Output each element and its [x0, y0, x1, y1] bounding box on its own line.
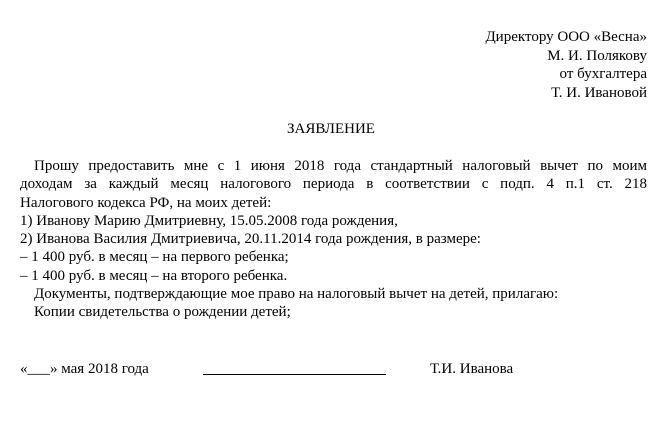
- signature-block: [20, 360, 647, 380]
- child-2-line: 2) Иванова Василия Дмитриевича, 20.11.2014 года рождения, в размере:: [20, 231, 481, 248]
- addressee-name: М. И. Полякову: [547, 47, 647, 64]
- attachment-item: Копии свидетельства о рождении детей;: [34, 304, 291, 321]
- addressee-block: [485, 28, 647, 102]
- sender-name: Т. И. Ивановой: [551, 84, 647, 101]
- body-line-3: Налогового кодекса РФ, на моих детей:: [20, 194, 272, 211]
- attachments-line: Документы, подтверждающие мое право на налоговый вычет на детей, прилагаю:: [34, 286, 559, 303]
- document-body: [20, 157, 647, 322]
- signer-name: Т.И. Иванова: [430, 361, 514, 377]
- deduction-line-1: – 1 400 руб. в месяц – на первого ребенка;: [20, 249, 289, 266]
- child-1-line: 1) Иванову Марию Дмитриевну, 15.05.2008 года рождения,: [20, 212, 398, 229]
- body-line-2: доходам за каждый месяц налогового периода в соответствии с подп. 4 п.1 ст. 218: [20, 176, 647, 193]
- date-field: «___» мая 2018 года: [20, 361, 149, 377]
- addressee-position: Директору ООО «Весна»: [485, 29, 647, 45]
- sender-position: от бухгалтера: [559, 66, 647, 82]
- document-title: ЗАЯВЛЕНИЕ: [287, 121, 375, 137]
- signature-line: [203, 374, 386, 375]
- body-line-1: Прошу предоставить мне с 1 июня 2018 года стандартный налоговый вычет по моим: [34, 158, 647, 174]
- deduction-line-2: – 1 400 руб. в месяц – на второго ребенка.: [20, 267, 288, 284]
